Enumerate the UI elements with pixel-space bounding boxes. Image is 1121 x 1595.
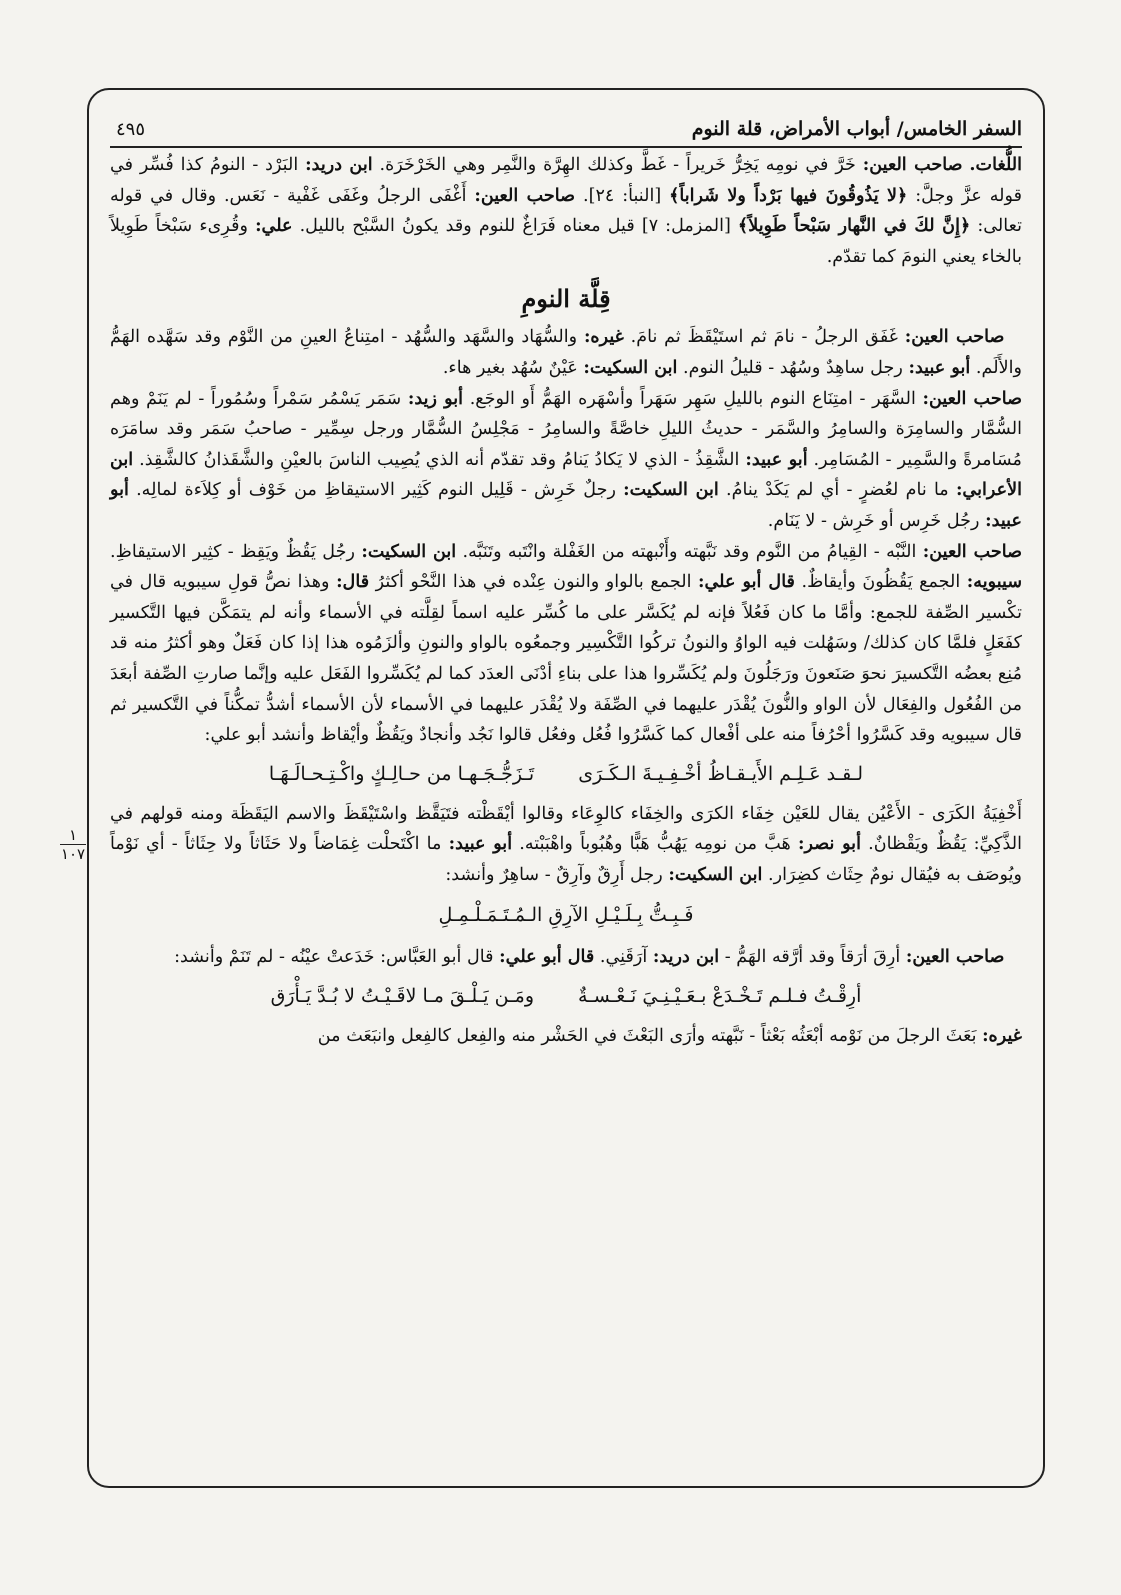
source-name: ابن السكيت: (623, 479, 719, 501)
section-paragraph-2 (110, 384, 1022, 537)
body-text: هَبَّ من نومِه يَهُبُّ هَبًّا وهُبُوباً واهْبَبْته. (519, 834, 791, 855)
body-text: وقُرِىء سَبْخاً طَوِيلاً بالخاء يعني النومَ كما تقدّم. (110, 216, 1022, 267)
page-header (110, 98, 1022, 148)
running-title: السفر الخامس/ أبواب الأمراض، قلة النوم (691, 118, 1022, 140)
source-name: صاحب العين: (922, 387, 1023, 409)
body-text: السَّهَر - امتِنَاع النوم بالليلِ سَهِر سَهَراً وأسْهَره الهَمُّ أَو الوجَع. (469, 388, 916, 409)
source-name: ابن السكيت: (583, 356, 678, 378)
body-text: رجل ساهِدٌ وسُهُد - قليلُ النوم. (683, 357, 903, 378)
source-name: صاحب العين: (474, 184, 576, 206)
verse-1 (110, 759, 1022, 789)
source-name: أبو نصر: (798, 833, 861, 855)
verse-3 (110, 981, 1022, 1011)
body-text: رجل أَرِقٌ وآرِقٌ - ساهِرٌ وأنشد: (445, 864, 663, 885)
source-name: قال أبو علي: (499, 946, 595, 968)
section-paragraph-5 (110, 942, 1022, 973)
verse-2 (110, 900, 1022, 930)
verse-hemistich: لـقـد عَـلِـم الأَيـقـاظُ أخْـفِـيـةَ الـكَـرَى (578, 762, 864, 785)
closing-paragraph (110, 1021, 1022, 1052)
source-name: ابن دريد: (305, 154, 373, 175)
body-text: [المزمل: ٧] قيل معناه فَرَاغٌ للنوم وقد يكونُ السَّبْح بالليل. (299, 216, 731, 237)
manuscript-folio-note (60, 827, 86, 862)
source-name: أبو عبيد: (448, 833, 513, 855)
section-paragraph-3 (110, 537, 1022, 751)
body-text: الجمع بالواو والنون عِنْده في هذا النَّحْو أكثرُ (375, 572, 692, 593)
intro-paragraph (110, 150, 1022, 272)
source-name: أبو زيد: (407, 387, 464, 409)
body-text: الجمع يَقُظُونَ وأيقاظٌ. (801, 572, 961, 593)
body-text: قال أبو العَبَّاس: خَدَعتْ عيْنُه - لم تَنَمْ وأنشد: (174, 947, 494, 968)
body-text: أَخْفِيَةُ الكَرَى - الأَعْيُن يقال للعَيْن خِفَاء الكرَى والخِفَاء كالوِعَاء وقالوا أيْقَظْته فتَيَقَّظ واسْتَيْقَظَ والاسم اليَقَظَة ومنه قولهم في الذَّكِيِّ: يَقُظٌ ويَقْظانٌ. (110, 803, 1023, 855)
source-name: ابن السكيت: (668, 863, 763, 885)
verse-hemistich: ومَـن يَـلْـقَ مـا لاقَـيْـتُ لا بُـدَّ يَـأْرَق (270, 985, 534, 1008)
body-text: النَّبْه - القِيامُ من النَّوم وقد نَبَّهته وأَنْبهته من الغَفْلة وانْتَبه وتَنَبَّه. (462, 541, 917, 562)
folio-denominator: ١٠٧ (60, 845, 86, 863)
quran-quote: ﴿لا يَذُوقُونَ فيها بَرْداً ولا شَراباً﴾ (669, 184, 908, 206)
source-name: صاحب العين: (905, 946, 1005, 968)
body-text: عَيْنٌ سُهُد بغير هاء. (442, 357, 578, 378)
source-name: أبو عبيد: (908, 356, 971, 378)
body-text: والسُّهَاد والسَّهَد والسُّهُد - امتِناعُ العينِ من النَّوْم وقد سَهَّده الهَمُّ والأَلَم. (110, 327, 1022, 378)
section-paragraph-1 (110, 322, 1022, 383)
section-paragraph-4 (110, 799, 1022, 891)
body-text: آرَقَنِي. (599, 947, 648, 968)
body-text: ما اكْتَحلْت غِمَاضاً ولا حَثَاثاً ولا حِثَاثاً - أي نَوْماً ويُوصَف به فيُقال نومٌ حِثَاث كضِرَار. (110, 834, 1022, 885)
source-name: علي: (255, 215, 293, 237)
body-text: سَمَر يَسْمُر سَمْراً وسُمُوراً - لم يَنَمْ وهم السُّمَّار والسامِرَة والسامِرُ والسَّمَر - حديثُ الليلِ خاصَّةً والسامِرُ - مَجْلِسُ السُّمَّار ورجل سِمِّير - صاحبُ سَمَر وقد سامَرَه مُسَامرةً والسَّمِير - المُسَامِر. (110, 388, 1022, 470)
body-text: رجُل يَقُظٌ ويَقِظ - كثِير الاستيقاظِ. (110, 541, 355, 562)
body-text: رجُل خَرِس أو خَرِش - لا يَنَام. (767, 510, 980, 531)
body-text: رجلٌ خَرِش - قَلِيل النوم كَثِير الاستيقاظِ من خَوْف أو كِلاَءة لمالِه. (136, 480, 616, 501)
verse-line: فَـبِـتُّ بِـلَـيْـلِ الآرِقِ الـمُـتَـمَـلْـمِـلِ (438, 904, 694, 927)
term-lughat: اللُّغات. (969, 154, 1023, 175)
book-page (110, 98, 1022, 1052)
body-text: البَرْد - النومُ كذا فُسِّر في قوله عزَّ وجلَّ: (110, 155, 1023, 206)
body-text: غَفَق الرجلُ - نامَ ثم استَيْقَظَ ثم نامَ. (630, 327, 898, 348)
section-title: قِلَّة النومِ (521, 284, 611, 314)
source-name: سيبويه: (966, 571, 1023, 593)
body-text: بَعَثَ الرجلَ من نَوْمه أبْعَثُه بَعْثاً - نَبَّهته وأرَى البَعْثَ في الحَشْر منه والفِعل كالفِعل وانبَعَث من (317, 1026, 977, 1047)
quran-reference: [النبأ: ٢٤]. (582, 185, 662, 206)
folio-numerator: ١ (68, 826, 78, 844)
source-name: قال: (336, 571, 370, 593)
source-name: ابن الأعرابي: (110, 448, 1023, 501)
source-name: أبو عبيد: (745, 448, 808, 470)
source-name: صاحب العين: (922, 540, 1023, 562)
body-text: أَغْفَى الرجلُ وغَفَى غَفْية - نَعَس. وقال في قوله تعالى: (110, 185, 1023, 237)
verse-hemistich: أرِقْـتُ فـلـم تَـخْـدَعْ بـعَـيْـنِـيَ نَـعْـسـةٌ (578, 985, 862, 1008)
body-text: الشَّقِذُ - الذي لا يَكادُ يَنامُ وقد تقدّم أنه الذي يُصِيب الناسَ بالعيْنِ والشَّقَذانُ كالشَّقِذ. (139, 449, 740, 470)
quran-quote: ﴿إِنَّ لكَ في النَّهار سَبْحاً طَوِيلاً﴾ (737, 215, 971, 237)
source-name: ابن دريد: (652, 946, 720, 968)
body-text: ما نام لعُضرٍ - أي لم يَكَدْ ينامُ. (726, 480, 949, 501)
body-text: وهذا نصُّ قولِ سيبويه قال في تكْسير الصِّفة للجمع: وأمَّا ما كان فَعُلاً فإنه لم يُكَسَّر على ما كُسِّر عليه اسماً لقِلَّته في الأسماء وأنه لم يتمَكَّن فيها التَّكسير كفَعَلٍ فلمَّا كان كذلك/ وسَهُلت فيه الواوُ والنونُ تركُوا التَّكْسِير وجمعُوه بالواو والنونِ وألزَمُوه هذا إذا كان فَعَلٌ وهو أكثرُ منه قد مُنِع بعضُه التَّكسيرَ نحوَ صَنَعونَ ورَجَلُونَ ولم يُكَسِّروا هذا على بناءِ أدْنَى العدَد كما لم يُكَسِّروا الفَعَل عليه وإنَّما صارتِ الصِّفة أبعَدَ من الفُعُول والفِعَال لأن الواو والنُّونَ يُقْدَر عليهما في الصِّفَة ولا يُقْدَر عليهما في الأسماء لأن الأسماء أشدُّ تمكُّناً في التَّكسير ثم قال سيبويه وقد كَسَّرُوا أحْرُفاً منه على أفْعال كما كَسَّرُوا فُعُل وفعُل قالوا نَجُد وأنجادٌ ويَقُظٌ وأيْقاظ وأنشد أبو علي: (110, 572, 1022, 746)
source-name: قال أبو علي: (697, 571, 795, 593)
page-number: ٤٩٥ (116, 119, 146, 140)
source-name: غيره: (583, 326, 624, 348)
body-text: خَرَّ في نومِه يَخِرُّ خَريراً - غَطَّ وكذلك الهِرَّة والنَّمِر وهي الخَرْخَرَة. (379, 155, 856, 175)
source-name: أبو عبيد: (110, 479, 1022, 531)
source-name: صاحب العين: (904, 326, 1005, 348)
source-name: غيره: (982, 1025, 1022, 1047)
verse-hemistich: تَـزَجُّـجَـهـا من حـالِـكٍ واكْـتِـحـالَـهَـا (268, 762, 535, 785)
source-name: صاحب العين: (862, 154, 963, 175)
body-text: أرِقَ أرَقاً وقد أرَّقه الهَمُّ - (724, 947, 901, 968)
source-name: ابن السكيت: (361, 540, 457, 562)
